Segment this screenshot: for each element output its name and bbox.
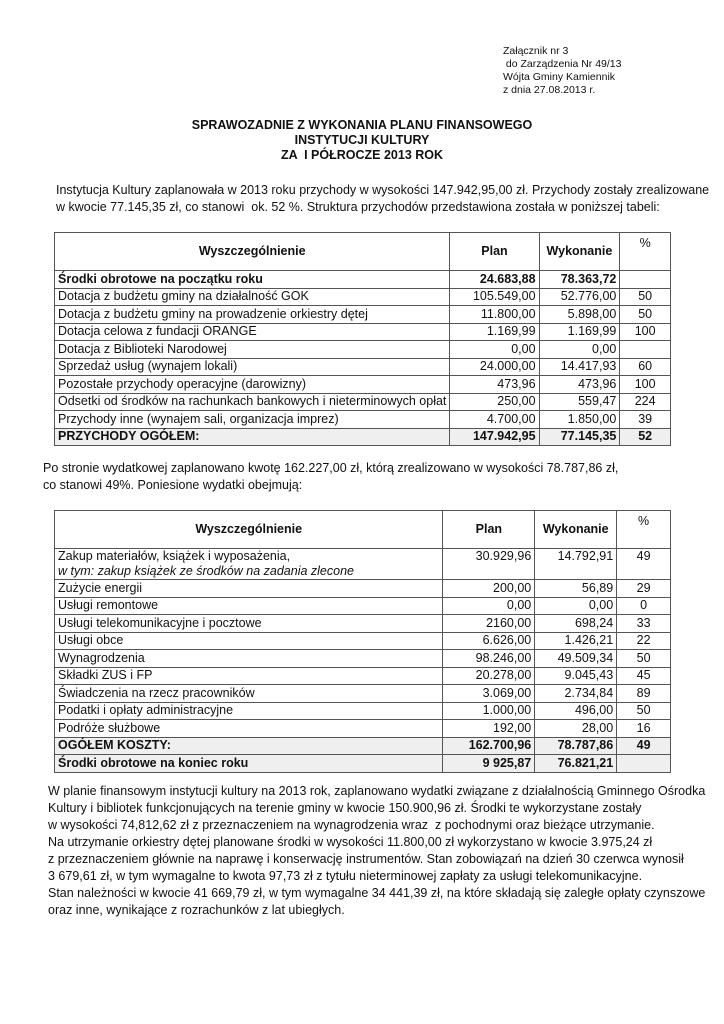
table-row: [55, 580, 671, 598]
table-row: [55, 411, 671, 429]
row-percent: 100: [620, 323, 671, 341]
row-plan: 473,96: [450, 376, 539, 394]
summary-line: 3 679,61 zł, w tym wymagalne to kwota 97,73 zł z tytułu nieterminowej zapłaty za usługi telekomunikacyjne.: [48, 869, 643, 883]
row-percent: 39: [620, 411, 671, 429]
row-percent: 224: [620, 393, 671, 411]
header-percent: %: [620, 233, 671, 271]
row-percent: 100: [620, 376, 671, 394]
row-label: OGÓŁEM KOSZTY:: [55, 737, 443, 755]
row-label: Przychody inne (wynajem sali, organizacja imprez): [55, 411, 450, 429]
row-percent: 49: [617, 737, 671, 755]
row-execution: 5.898,00: [539, 306, 620, 324]
expense-intro-line: co stanowi 49%. Poniesione wydatki obejmują:: [43, 478, 303, 492]
row-label: Składki ZUS i FP: [55, 667, 443, 685]
table-row: [55, 323, 671, 341]
row-percent: 16: [617, 720, 671, 738]
row-plan: 200,00: [443, 580, 535, 598]
row-label: Podróże służbowe: [55, 720, 443, 738]
annex-line: Załącznik nr 3: [503, 45, 569, 57]
title-line: ZA I PÓŁROCZE 2013 ROK: [280, 148, 444, 162]
row-label-main: Zakup materiałów, książek i wyposażenia,: [58, 549, 291, 563]
table-row: [55, 720, 671, 738]
row-percent: 29: [617, 580, 671, 598]
row-execution: 473,96: [539, 376, 620, 394]
row-execution: 1.426,21: [535, 632, 617, 650]
row-execution: 496,00: [535, 702, 617, 720]
table-row: [55, 288, 671, 306]
row-percent: 89: [617, 685, 671, 703]
table-total-row: [55, 428, 671, 446]
row-percent: 52: [620, 428, 671, 446]
row-plan: 11.800,00: [450, 306, 539, 324]
intro-line: w kwocie 77.145,35 zł, co stanowi ok. 52 %. Struktura przychodów przedstawiona została w poniższej tabeli:: [56, 200, 660, 214]
table-row: [55, 549, 671, 580]
row-label: PRZYCHODY OGÓŁEM:: [55, 428, 450, 446]
row-plan: 192,00: [443, 720, 535, 738]
row-percent: 50: [620, 288, 671, 306]
annex-line: Wójta Gminy Kamiennik: [503, 71, 616, 83]
row-execution: 9.045,43: [535, 667, 617, 685]
row-plan: 6.626,00: [443, 632, 535, 650]
row-plan: 105.549,00: [450, 288, 539, 306]
row-plan: 1.169,99: [450, 323, 539, 341]
row-label: Pozostałe przychody operacyjne (darowizny): [55, 376, 450, 394]
annex-line: z dnia 27.08.2013 r.: [503, 84, 596, 96]
row-execution: 0,00: [535, 597, 617, 615]
row-execution: 698,24: [535, 615, 617, 633]
row-percent: [620, 341, 671, 359]
row-execution: 14.417,93: [539, 358, 620, 376]
row-execution: 1.169,99: [539, 323, 620, 341]
row-plan: 2160,00: [443, 615, 535, 633]
summary-line: oraz inne, wynikające z rozrachunków z lat ubiegłych.: [48, 903, 345, 917]
title-line: INSTYTUCJI KULTURY: [294, 133, 430, 147]
intro-line: Instytucja Kultury zaplanowała w 2013 roku przychody w wysokości 147.942,95,00 zł. Przychody zostały zrealizowane: [56, 183, 710, 197]
row-label: [55, 549, 443, 580]
header-percent: %: [617, 511, 671, 549]
row-execution: 76.821,21: [535, 755, 617, 773]
row-percent: [620, 271, 671, 289]
row-label: Środki obrotowe na początku roku: [55, 271, 450, 289]
table-total-row: [55, 737, 671, 755]
row-plan: 30.929,96: [443, 549, 535, 580]
row-percent: 50: [617, 702, 671, 720]
revenue-table-header: [55, 233, 671, 271]
expense-table-header: [55, 511, 671, 549]
row-plan: 20.278,00: [443, 667, 535, 685]
row-label: Usługi obce: [55, 632, 443, 650]
row-plan: 24.000,00: [450, 358, 539, 376]
summary-paragraph: [48, 783, 705, 919]
row-execution: 0,00: [539, 341, 620, 359]
row-percent: 22: [617, 632, 671, 650]
summary-line: W planie finansowym instytucji kultury na 2013 rok, zaplanowano wydatki związane z działalnością Gminnego Ośrodka: [48, 784, 706, 798]
table-row: [55, 271, 671, 289]
table-row: [55, 393, 671, 411]
row-percent: 60: [620, 358, 671, 376]
row-label: Dotacja z budżetu gminy na prowadzenie orkiestry dętej: [55, 306, 450, 324]
summary-line: Kultury i bibliotek funkcjonujących na terenie gminy w kwocie 150.900,96 zł. Środki te wykorzystane zostały: [48, 801, 642, 815]
row-label: Zużycie energii: [55, 580, 443, 598]
summary-line: Stan należności w kwocie 41 669,79 zł, w tym wymagalne 34 441,39 zł, na które składają się zaległe opłaty czynszowe: [48, 886, 706, 900]
row-plan: 98.246,00: [443, 650, 535, 668]
header-plan: Plan: [443, 511, 535, 549]
row-label: Usługi remontowe: [55, 597, 443, 615]
row-execution: 77.145,35: [539, 428, 620, 446]
row-label: Odsetki od środków na rachunkach bankowych i nieterminowych opłat: [55, 393, 450, 411]
row-label: Dotacja z budżetu gminy na działalność GOK: [55, 288, 450, 306]
table-row: [55, 306, 671, 324]
row-percent: 50: [617, 650, 671, 668]
row-execution: 2.734,84: [535, 685, 617, 703]
summary-line: z przeznaczeniem głównie na naprawę i konserwację instrumentów. Stan zobowiązań na dzień 30 czerwca wynosił: [48, 852, 684, 866]
annex-line: do Zarządzenia Nr 49/13: [503, 58, 622, 70]
summary-line: Na utrzymanie orkiestry dętej planowane środki w wysokości 11.800,00 zł wykorzystano w kwocie 3.975,24 zł: [48, 835, 653, 849]
row-execution: 28,00: [535, 720, 617, 738]
row-label: Dotacja z Biblioteki Narodowej: [55, 341, 450, 359]
revenue-table: [54, 232, 671, 446]
row-plan: 1.000,00: [443, 702, 535, 720]
header-execution: Wykonanie: [535, 511, 617, 549]
table-total-row: [55, 755, 671, 773]
document-title: [0, 118, 724, 163]
summary-line: w wysokości 74,812,62 zł z przeznaczeniem na wynagrodzenia wraz z pochodnymi oraz bieżące utrzymanie.: [48, 818, 655, 832]
row-plan: 250,00: [450, 393, 539, 411]
row-execution: 52.776,00: [539, 288, 620, 306]
expense-intro-line: Po stronie wydatkowej zaplanowano kwotę 162.227,00 zł, którą zrealizowano w wysokości 78.787,86 zł,: [43, 461, 619, 475]
row-percent: 45: [617, 667, 671, 685]
table-row: [55, 702, 671, 720]
title-line: SPRAWOZADNIE Z WYKONANIA PLANU FINANSOWEGO: [191, 118, 533, 132]
table-row: [55, 650, 671, 668]
row-plan: 0,00: [443, 597, 535, 615]
header-description: Wyszczególnienie: [55, 233, 450, 271]
row-label: Środki obrotowe na koniec roku: [55, 755, 443, 773]
header-description: Wyszczególnienie: [55, 511, 443, 549]
table-row: [55, 632, 671, 650]
intro-paragraph: [56, 182, 709, 216]
row-label-sub: w tym: zakup książek ze środków na zadania zlecone: [58, 564, 354, 578]
row-label: Sprzedaż usług (wynajem lokali): [55, 358, 450, 376]
row-plan: 24.683,88: [450, 271, 539, 289]
expense-intro-paragraph: [43, 460, 618, 494]
row-execution: 1.850,00: [539, 411, 620, 429]
row-execution: 49.509,34: [535, 650, 617, 668]
row-label: Świadczenia na rzecz pracowników: [55, 685, 443, 703]
row-label: Wynagrodzenia: [55, 650, 443, 668]
row-execution: 78.363,72: [539, 271, 620, 289]
table-row: [55, 341, 671, 359]
row-percent: [617, 755, 671, 773]
row-plan: 147.942,95: [450, 428, 539, 446]
row-plan: 4.700,00: [450, 411, 539, 429]
table-row: [55, 597, 671, 615]
table-row: [55, 667, 671, 685]
row-plan: 3.069,00: [443, 685, 535, 703]
table-row: [55, 615, 671, 633]
row-percent: 50: [620, 306, 671, 324]
row-percent: 0: [617, 597, 671, 615]
row-label: Usługi telekomunikacyjne i pocztowe: [55, 615, 443, 633]
header-execution: Wykonanie: [539, 233, 620, 271]
row-label: Podatki i opłaty administracyjne: [55, 702, 443, 720]
row-execution: 56,89: [535, 580, 617, 598]
row-percent: 49: [617, 549, 671, 580]
table-row: [55, 685, 671, 703]
expense-table: [54, 510, 671, 773]
row-execution: 14.792,91: [535, 549, 617, 580]
row-label: Dotacja celowa z fundacji ORANGE: [55, 323, 450, 341]
row-execution: 78.787,86: [535, 737, 617, 755]
annex-reference: [503, 45, 621, 97]
table-row: [55, 376, 671, 394]
row-plan: 162.700,96: [443, 737, 535, 755]
header-plan: Plan: [450, 233, 539, 271]
row-plan: 0,00: [450, 341, 539, 359]
row-percent: 33: [617, 615, 671, 633]
row-plan: 9 925,87: [443, 755, 535, 773]
row-execution: 559,47: [539, 393, 620, 411]
table-row: [55, 358, 671, 376]
